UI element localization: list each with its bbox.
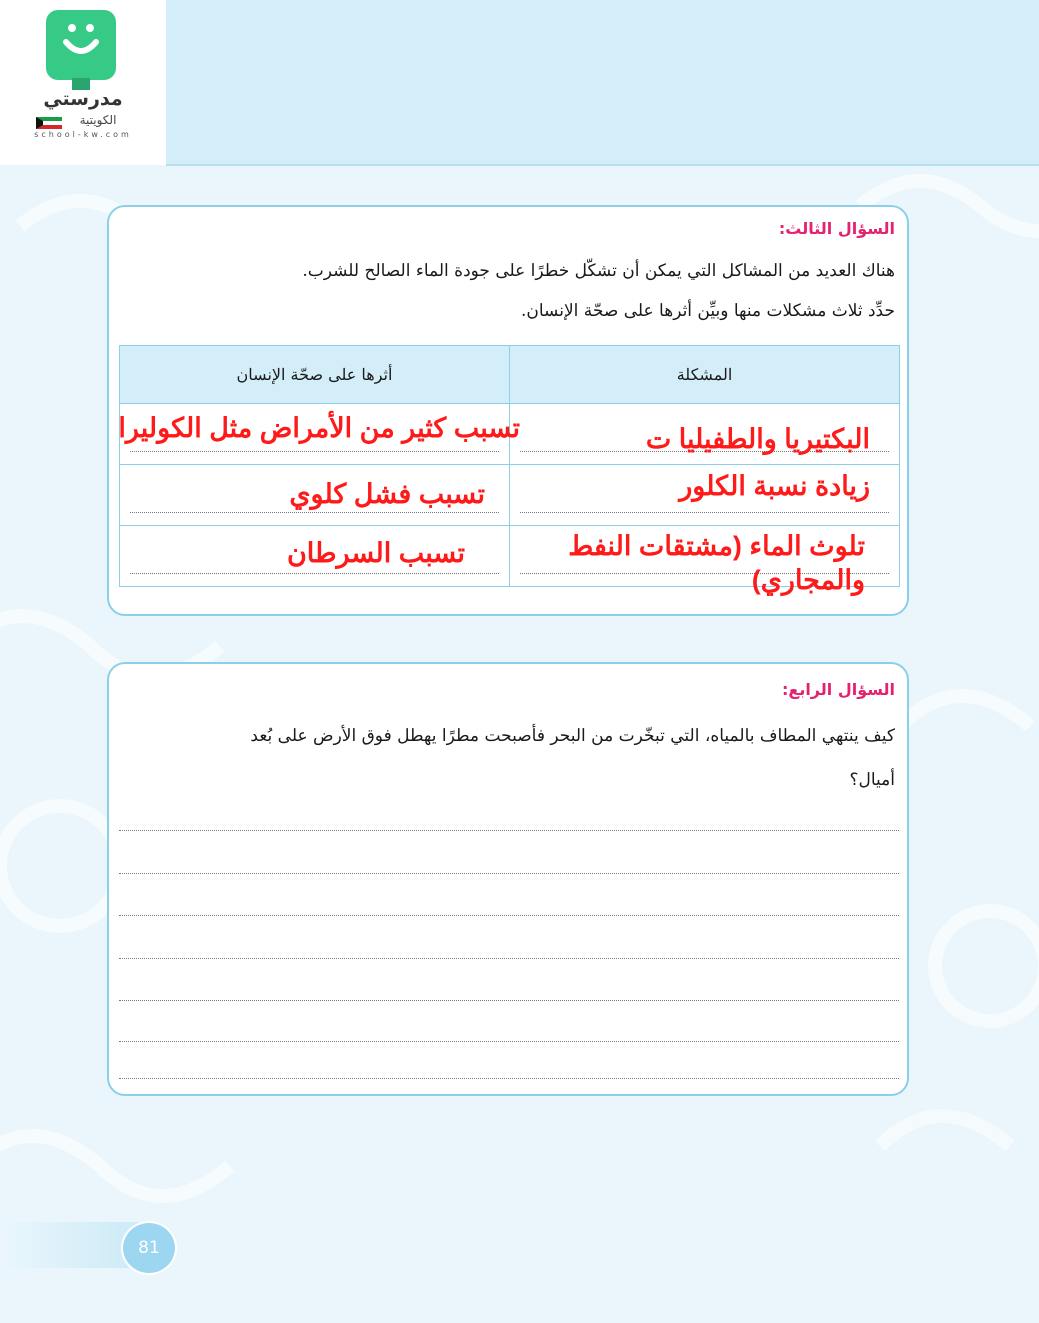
table-header-row [120,346,900,404]
writing-line[interactable] [119,958,899,959]
writing-line[interactable] [119,1078,899,1079]
question3-line1: هناك العديد من المشاكل التي يمكن أن تشكّل خطرًا على جودة الماء الصالح للشرب. [302,261,895,281]
answer-problem-2: زيادة نسبة الكلور [679,471,870,501]
answer-effect-2: تسبب فشل كلوي [289,479,485,509]
answer-effect-3: تسبب السرطان [286,538,465,568]
question4-title: السؤال الرابع: [781,680,895,699]
writing-line[interactable] [119,1041,899,1042]
question4-line2: أميال؟ [849,770,895,790]
answer-problem-1: البكتيريا والطفيليا ت [645,424,870,454]
page-number: 81 [121,1221,177,1275]
logo-subtitle: الكويتية [79,113,117,127]
question4-panel [107,662,909,1096]
column-header-problem: المشكلة [510,346,900,404]
header-rule [166,164,1039,166]
logo [0,0,166,165]
question4-line1: كيف ينتهي المطاف بالمياه، التي تبخّرت من البحر فأصبحت مطرًا يهطل فوق الأرض على بُعد [250,726,895,746]
logo-url: school-kw.com [34,130,132,139]
writing-line[interactable] [119,915,899,916]
answer-problem-3: تلوث الماء (مشتقات النفط والمجاري) [568,531,865,595]
smile-icon [46,10,116,80]
question3-line2: حدِّد ثلاث مشكلات منها وبيِّن أثرها على صحّة الإنسان. [520,301,895,321]
column-header-effect: أثرها على صحّة الإنسان [120,346,510,404]
header-band [166,0,1039,165]
writing-line[interactable] [119,873,899,874]
logo-title: مدرستي [43,88,123,110]
kuwait-flag-icon [36,117,62,129]
writing-line[interactable] [119,830,899,831]
question3-title: السؤال الثالث: [778,219,895,238]
writing-line[interactable] [119,1000,899,1001]
answer-effect-1: تسبب كثير من الأمراض مثل الكوليرا [118,413,520,443]
